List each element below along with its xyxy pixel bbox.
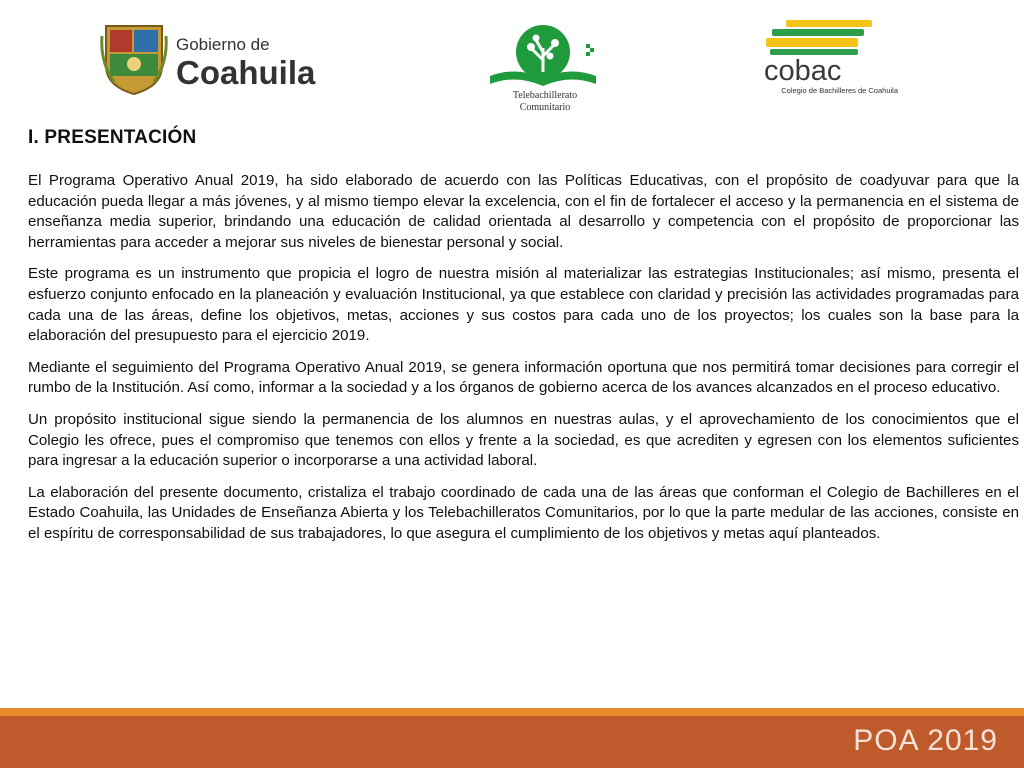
coahuila-logo-line2: Coahuila (176, 54, 316, 91)
presentation-body (28, 171, 1019, 556)
footer-title: POA 2019 (853, 724, 998, 757)
section-heading: I. PRESENTACIÓN (28, 127, 197, 148)
paragraph-4: Un propósito institucional sigue siendo la permanencia de los alumnos en nuestras aulas, y el aprovechamiento de los conocimientos que el Colegio les ofrece, pues el compromiso que tenemos con ellos y frente a la sociedad, es que acrediten y egresen con los elementos suficientes para ingresar a la educación superior o incorporarse a una actividad laboral. (28, 410, 1019, 470)
paragraph-3: Mediante el seguimiento del Programa Operativo Anual 2019, se genera información oportuna que nos permitirá tomar decisiones para corregir el rumbo de la Institución. Así como, informar a la sociedad y a los órganos de gobierno acerca de los avances alcanzados en el proceso educativo. (28, 358, 1019, 397)
coahuila-logo-line1: Gobierno de (176, 35, 270, 54)
tele-logo-line2: Comunitario (519, 102, 571, 113)
footer-accent-strip (0, 708, 1024, 716)
paragraph-1: El Programa Operativo Anual 2019, ha sido elaborado de acuerdo con las Políticas Educativas, con el propósito de coadyuvar para que la educación pueda llegar a más jóvenes, y al mismo tiempo elevar la excelencia, con el fin de fortalecer el acceso y la permanencia en el sistema de enseñanza media superior, brindando una educación de calidad orientada al desarrollo y competencia con el propósito de proporcionar las herramientas para acceder a mejorar sus niveles de bienestar personal y social. (28, 172, 1019, 251)
cobac-logo (760, 16, 902, 96)
telebachillerato-logo (486, 22, 604, 114)
paragraph-2: Este programa es un instrumento que propicia el logro de nuestra misión al materializar las estrategias Institucionales; así mismo, presenta el esfuerzo conjunto enfocado en la planeación y evaluación Institucional, ya que establece con claridad y precisión las actividades programadas para cada una de las áreas, define los objetivos, metas, acciones y sus costos para cada uno de los proyectos; los cuales son la base para la elaboración del presupuesto para el ejercicio 2019. (28, 265, 1019, 345)
tree-book-icon (486, 22, 604, 114)
books-stack-icon (760, 16, 902, 96)
cobac-logo-subtitle: Colegio de Bachilleres de Coahuila (781, 86, 898, 95)
paragraph-5: La elaboración del presente documento, cristaliza el trabajo coordinado de cada una de las áreas que conforman el Colegio de Bachilleres en el Estado Coahuila, las Unidades de Enseñanza Abierta y los Telebachilleratos Comunitarios, por lo que la parte medular de las acciones, consiste en el espíritu de corresponsabilidad de sus trabajadores, lo que asegura el cumplimiento de los objetivos y metas aquí planteados. (28, 483, 1019, 542)
tele-logo-line1: Telebachillerato (512, 90, 578, 101)
gobierno-coahuila-logo (100, 22, 335, 98)
coahuila-coat-of-arms-icon (100, 22, 335, 98)
cobac-logo-name: cobac (764, 55, 842, 87)
